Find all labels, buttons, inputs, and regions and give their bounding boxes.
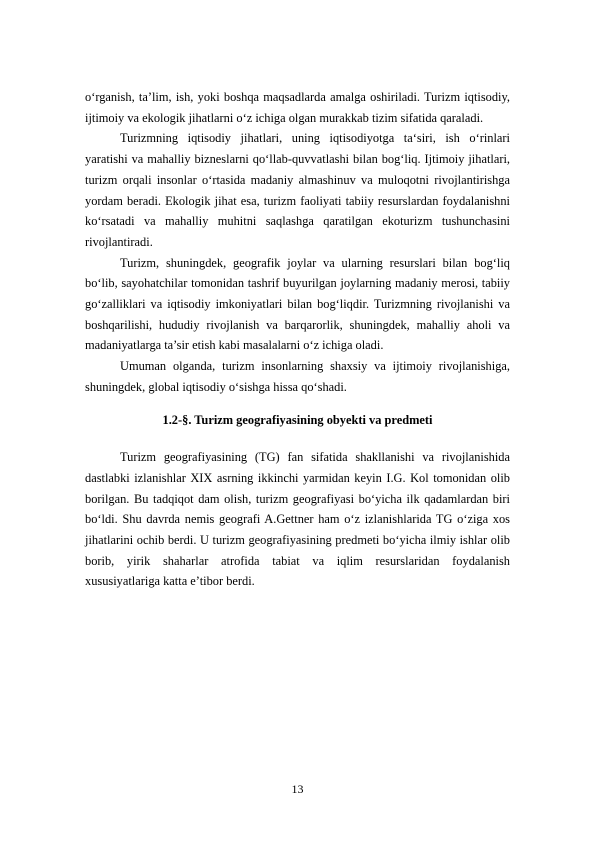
section-heading: 1.2-§. Turizm geografiyasining obyekti va predmeti [162, 412, 433, 427]
paragraph-summary: Umuman olganda, turizm insonlarning shaxsiy va ijtimoiy rivojlanishiga, shuningdek, global iqtisodiy o‘sishga hissa qo‘shadi. [85, 359, 510, 394]
page-number: 13 [291, 782, 304, 796]
paragraph-geography-link: Turizm, shuningdek, geografik joylar va ularning resurslari bilan bog‘liq bo‘lib, sayohatchilar tomonidan tashrif buyurilgan joylarning madaniy merosi, tabiiy go‘zalliklari va iqtisodiy imkoniyatlari bilan bog‘liqdir. Turizmning rivojlanishi va boshqarilishi, hududiy rivojlanish va barqarorlik, shuningdek, mahalliy aholi va madaniyatlarga ta’sir etish kabi masalalarni o‘z ichiga oladi. [85, 255, 510, 353]
paragraph-aspects: Turizmning iqtisodiy jihatlari, uning iqtisodiyotga ta‘siri, ish o‘rinlari yaratishi va mahalliy bizneslarni qo‘llab-quvvatlashi bilan bog‘liq. Ijtimoiy jihatlari, turizm orqali insonlar o‘rtasida madaniy almashinuv va muloqotni rivojlantirishga yordam beradi. Ekologik jihat esa, turizm faoliyati tabiiy resurslardan foydalanishni ko‘rsatadi va mahalliy muhitni saqlashga qaratilgan ekoturizm tushunchasini rivojlantiradi. [85, 131, 510, 249]
paragraph-continuation: o‘rganish, ta’lim, ish, yoki boshqa maqsadlarda amalga oshiriladi. Turizm iqtisodiy, ijtimoiy va ekologik jihatlarni o‘z ichiga olgan murakkab tizim sifatida qaraladi. [85, 90, 510, 125]
spacer [85, 398, 510, 410]
page-body [85, 87, 510, 592]
spacer [85, 430, 510, 447]
paragraph-tourism-geography: Turizm geografiyasining (TG) fan sifatida shakllanishi va rivojlanishida dastlabki izlanishlar XIX asrning ikkinchi yarmidan keyin I.G. Kol tomonidan olib borilgan. Bu tadqiqot dam olish, turizm geografiyasi bo‘yicha ilk qadamlardan biri bo‘ldi. Shu davrda nemis geografi A.Gettner ham o‘z izlanishlarida TG o‘ziga xos jihatlarini ochib berdi. U turizm geografiyasining predmeti bo‘yicha ilmiy ishlar olib borib, yirik shaharlar atrofida tabiat va iqlim resurslaridan foydalanish xususiyatlariga katta e’tibor berdi. [85, 450, 510, 589]
